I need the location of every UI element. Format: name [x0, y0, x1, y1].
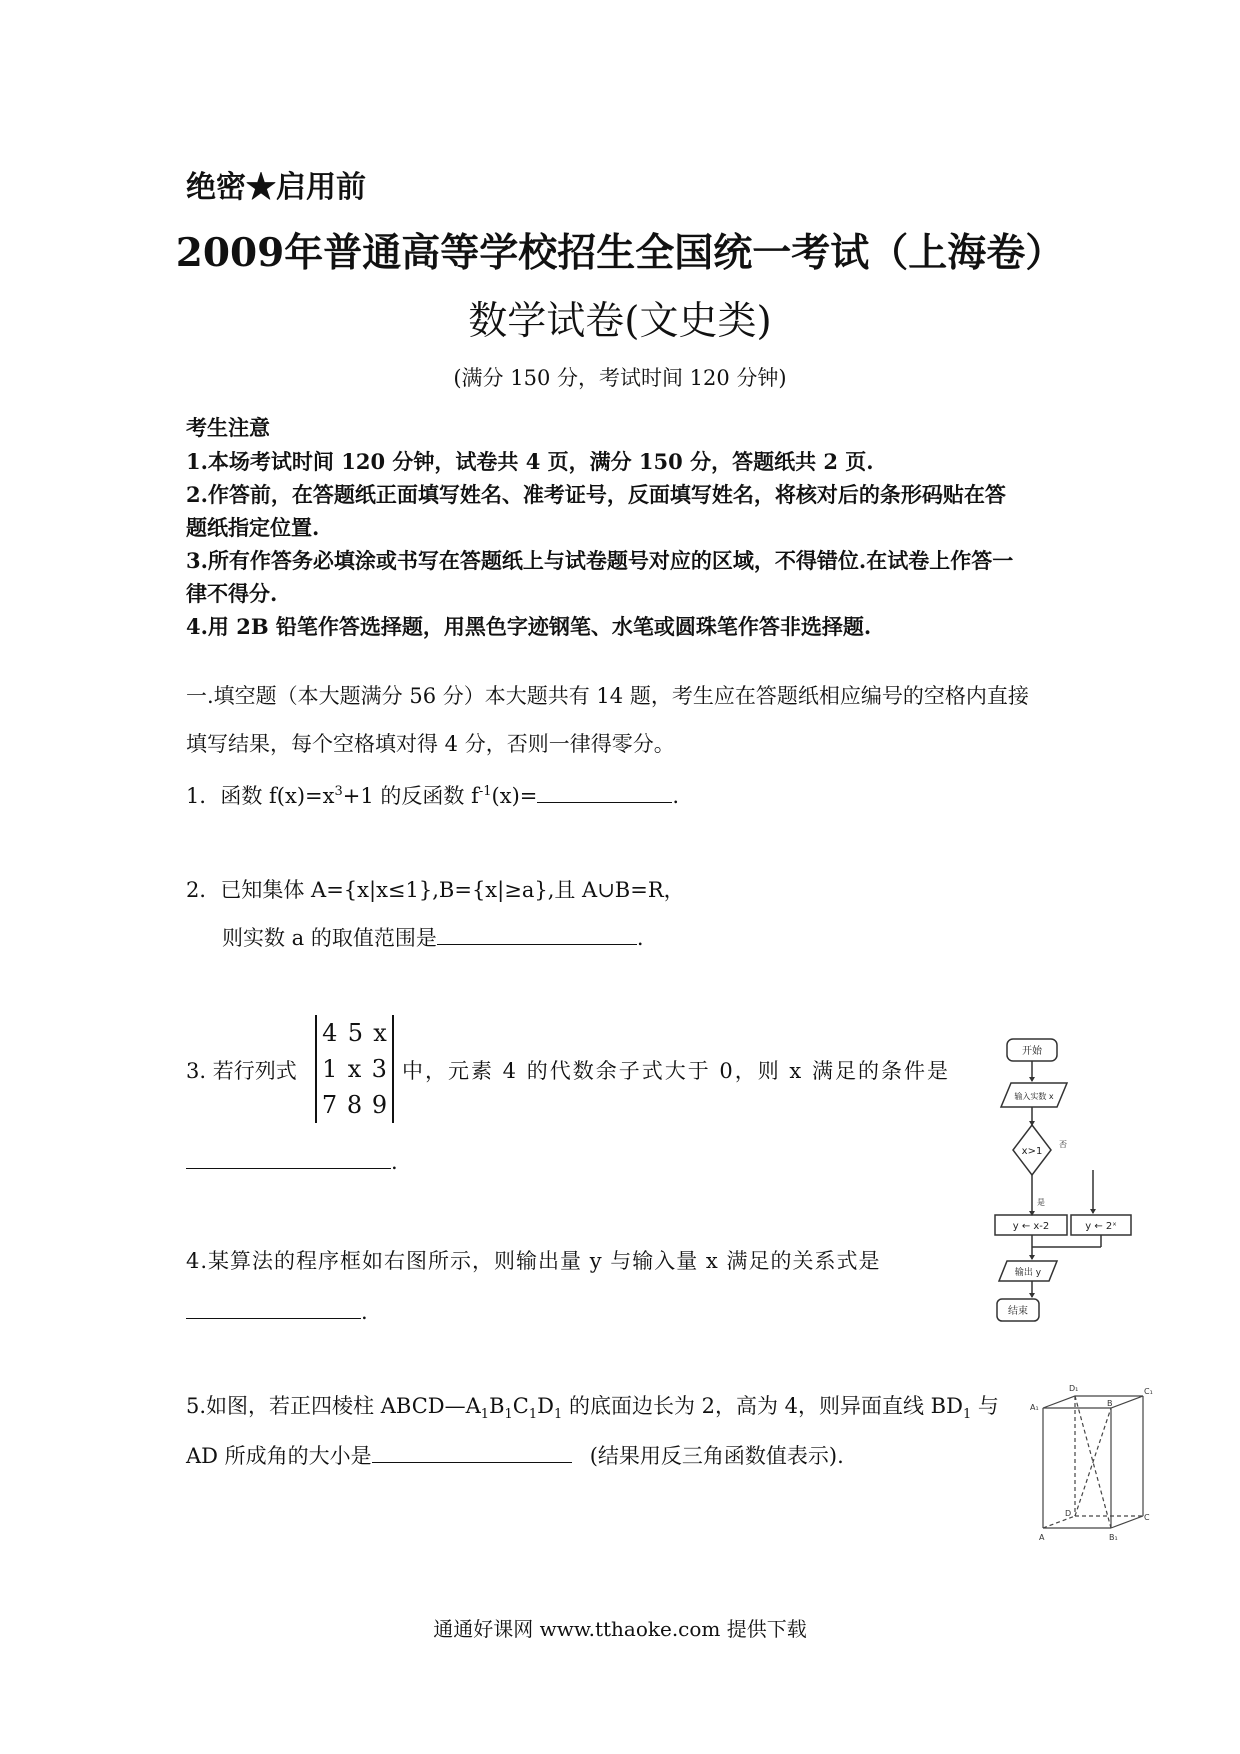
vertex-label: A [1039, 1533, 1045, 1542]
section-intro-line1: 一.填空题（本大题满分 56 分）本大题共有 14 题，考生应在答题纸相应编号的空格内直接 [186, 684, 1029, 708]
q5-text: AD 所成角的大小是 [186, 1444, 372, 1468]
algorithm-flowchart [985, 1035, 1145, 1335]
flow-right-assign-label: y ← 2ˣ [1085, 1221, 1117, 1232]
q5-text: 与 [971, 1394, 999, 1418]
q5-text: C [512, 1394, 529, 1418]
question-5-line2 [186, 1440, 844, 1470]
q5-sub: 1 [553, 1407, 563, 1423]
notice-item: 律不得分. [186, 581, 278, 606]
flow-start-label: 开始 [1022, 1046, 1042, 1057]
q5-text: 的底面边长为 2，高为 4，则异面直线 BD [562, 1394, 963, 1418]
vertex-label: D₁ [1069, 1384, 1079, 1393]
vertex-label: B₁ [1109, 1533, 1118, 1542]
q3-period: . [391, 1150, 398, 1174]
det-cell: x [373, 1019, 387, 1047]
q4-period: . [361, 1300, 368, 1324]
q5-text: B [489, 1394, 505, 1418]
exam-title: 2009年普通高等学校招生全国统一考试（上海卷） [175, 230, 1065, 276]
answer-blank[interactable] [186, 1298, 361, 1319]
flow-output-label: 输出 y [1014, 1268, 1042, 1278]
q1-text-c: (x)= [491, 784, 538, 808]
det-cell: 9 [371, 1091, 388, 1119]
determinant-row [317, 1019, 392, 1047]
det-cell: 8 [346, 1091, 363, 1119]
q1-text-b: +1 的反函数 f [342, 784, 479, 808]
question-3-lead: 3. 若行列式 [186, 1059, 297, 1083]
flow-left-assign-label: y ← x-2 [1012, 1221, 1050, 1232]
flow-condition-label: x>1 [1021, 1146, 1043, 1157]
determinant-row [317, 1055, 392, 1083]
q5-sub: 1 [480, 1407, 490, 1423]
det-cell: 1 [322, 1055, 338, 1083]
q5-text: 5.如图，若正四棱柱 ABCD—A [186, 1394, 481, 1418]
vertex-label: C₁ [1144, 1387, 1153, 1396]
question-2-line1: 2．已知集体 A={x|x≤1},B={x|≥a},且 A∪B=R， [186, 878, 685, 902]
answer-blank[interactable] [186, 1148, 391, 1169]
vertex-label: B [1107, 1399, 1113, 1408]
q5-text: D [537, 1394, 554, 1418]
det-cell: 7 [321, 1091, 338, 1119]
question-4-answer-line [186, 1298, 368, 1324]
det-cell: 5 [347, 1019, 363, 1047]
notice-item: 题纸指定位置. [186, 515, 320, 540]
question-2-line2 [222, 922, 644, 952]
q2-period: . [636, 926, 644, 950]
section-intro-line2: 填写结果，每个空格填对得 4 分，否则一律得零分。 [186, 732, 675, 756]
q1-sup: 3 [334, 784, 343, 799]
flow-yes-label: 是 [1037, 1198, 1045, 1207]
q1-text-a: 1．函数 f(x)=x [186, 784, 335, 808]
prism-diagram [1015, 1380, 1153, 1550]
determinant-row [317, 1091, 392, 1119]
determinant-matrix [315, 1015, 394, 1123]
question-5-line1 [186, 1390, 999, 1422]
question-3-answer-line [186, 1148, 398, 1174]
q1-sup-inverse: -1 [478, 784, 492, 799]
flow-end-label: 结束 [1008, 1306, 1028, 1317]
vertex-label: D [1065, 1509, 1072, 1518]
flow-no-label: 否 [1059, 1140, 1067, 1149]
exam-info: (满分 150 分，考试时间 120 分钟) [453, 366, 787, 390]
notice-item: 4.用 2B 铅笔作答选择题，用黑色字迹钢笔、水笔或圆珠笔作答非选择题. [186, 614, 872, 639]
notice-item: 2.作答前，在答题纸正面填写姓名、准考证号，反面填写姓名，将核对后的条形码贴在答 [186, 482, 1006, 507]
det-cell: x [347, 1055, 362, 1083]
det-cell: 3 [371, 1055, 387, 1083]
q5-sub: 1 [962, 1407, 972, 1423]
secret-mark: 绝密★启用前 [186, 170, 366, 205]
question-1 [186, 780, 679, 810]
vertex-label: C [1144, 1513, 1150, 1522]
answer-blank[interactable] [437, 924, 637, 945]
q5-text: (结果用反三角函数值表示). [589, 1444, 844, 1468]
question-4-text: 4.某算法的程序框如右图所示，则输出量 y 与输入量 x 满足的关系式是 [186, 1249, 881, 1273]
notice-heading: 考生注意 [186, 415, 270, 440]
prism-top-face [1043, 1396, 1143, 1408]
flow-input-label: 输入实数 x [1014, 1092, 1054, 1101]
exam-subtitle: 数学试卷(文史类) [468, 299, 772, 344]
answer-blank[interactable] [372, 1442, 572, 1463]
q5-sub: 1 [528, 1407, 538, 1423]
question-3-text: 中，元素 4 的代数余子式大于 0，则 x 满足的条件是 [402, 1059, 950, 1083]
q5-sub: 1 [504, 1407, 513, 1423]
vertex-label: A₁ [1030, 1403, 1039, 1412]
notice-item: 3.所有作答务必填涂或书写在答题纸上与试卷题号对应的区域，不得错位.在试卷上作答一 [186, 548, 1014, 573]
q2-text: 则实数 a 的取值范围是 [222, 926, 437, 950]
notice-item: 1.本场考试时间 120 分钟，试卷共 4 页，满分 150 分，答题纸共 2 页. [186, 449, 874, 474]
det-cell: 4 [322, 1019, 338, 1047]
page-footer: 通通好课网 www.tthaoke.com 提供下载 [433, 1617, 807, 1641]
q1-period: . [672, 784, 680, 808]
answer-blank[interactable] [537, 782, 672, 803]
